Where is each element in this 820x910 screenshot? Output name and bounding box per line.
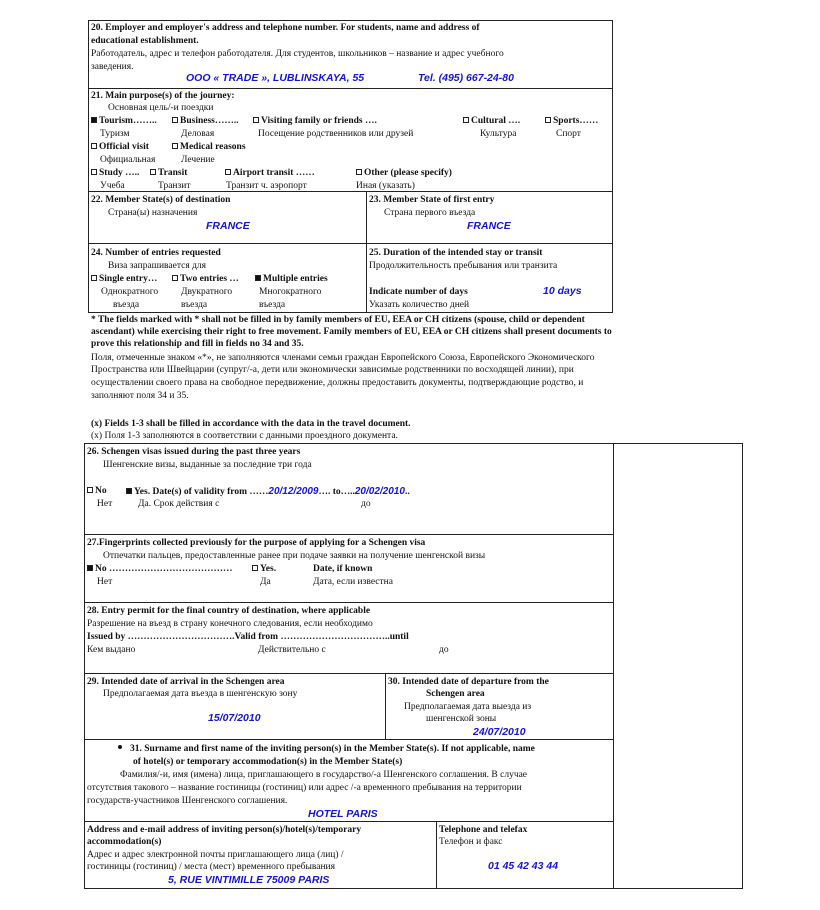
telephone-label-en: Telephone and telefax	[439, 825, 528, 835]
purpose-tourism-checkbox[interactable]	[91, 116, 157, 128]
purpose-airport-checkbox[interactable]	[225, 168, 315, 180]
field-21-label-en: 21. Main purpose(s) of the journey:	[91, 91, 235, 101]
fields-note-en: (x) Fields 1-3 shall be filled in accordance with the data in the travel document.	[91, 419, 411, 429]
empty-box-icon	[545, 117, 551, 123]
field-22-label-ru: Страна(ы) назначения	[108, 208, 198, 218]
fingerprints-yes-label: Yes.	[260, 564, 277, 574]
entries-single-label: Single entry…	[99, 274, 158, 284]
empty-box-icon	[91, 143, 97, 149]
purpose-visiting-checkbox[interactable]	[253, 116, 377, 128]
field-24-label-en: 24. Number of entries requested	[91, 248, 221, 258]
purpose-official-checkbox[interactable]	[91, 142, 149, 154]
schengen-visa-to-label: …. to…..	[318, 487, 355, 497]
purpose-business-checkbox[interactable]	[172, 116, 239, 128]
fingerprints-date-ru: Дата, если известна	[313, 577, 393, 587]
field-30-label-en-2: Schengen area	[426, 689, 485, 699]
family-note-en-3: prove this relationship and fill in fields no 34 and 35.	[91, 339, 304, 349]
schengen-visa-yes-checkbox[interactable]: Yes. Date(s) of validity from ……20/12/2009…. to…..20/02/2010..	[126, 486, 410, 499]
purpose-official-ru: Официальная	[100, 155, 156, 165]
empty-box-icon	[150, 169, 156, 175]
entries-two-label: Two entries …	[180, 274, 239, 284]
field-28-label-en: 28. Entry permit for the final country of destination, where applicable	[87, 606, 371, 616]
telephone-label-ru: Телефон и факс	[439, 837, 503, 847]
telephone-value[interactable]: 01 45 42 43 44	[488, 860, 559, 872]
field-27-label-en: 27.Fingerprints collected previously for the purpose of applying for a Schengen visa	[87, 538, 426, 548]
fingerprints-yes-checkbox[interactable]	[252, 564, 276, 576]
field-24-label-ru: Виза запрашивается для	[108, 261, 207, 271]
entries-multiple-ru-1: Многократного	[259, 287, 322, 297]
purpose-other-label: Other (please specify)	[364, 168, 452, 178]
empty-box-icon	[87, 487, 93, 493]
visa-validity-from-value[interactable]: 20/12/2009	[268, 486, 319, 497]
purpose-study-checkbox[interactable]	[91, 168, 139, 180]
field-20-label-en-2: educational establishment.	[91, 36, 199, 46]
schengen-visa-yes-ru: Да. Срок действия с	[138, 499, 220, 509]
schengen-visa-no-ru: Нет	[97, 499, 113, 509]
field-31-label-ru: Фамилия/-и, имя (имена) лица, приглашающего в государство/-а Шенгенского соглашения. В случае	[120, 770, 528, 780]
purpose-study-ru: Учеба	[100, 181, 125, 191]
purpose-cultural-label: Cultural ….	[471, 116, 521, 126]
purpose-study-label: Study …..	[99, 168, 140, 178]
empty-box-icon	[356, 169, 362, 175]
field-23-label-en: 23. Member State of first entry	[369, 195, 495, 205]
schengen-visa-no-label: No	[95, 486, 107, 496]
purpose-transit-checkbox[interactable]	[150, 168, 187, 180]
family-note-en-2: ascendant) while exercising their right to free movement. Family members of EU, EEA or CH citizens shall present documents to	[91, 327, 612, 337]
fingerprints-yes-ru: Да	[260, 577, 271, 587]
purpose-medical-ru: Лечение	[181, 155, 215, 165]
employer-name-value[interactable]: OOO « TRADE », LUBLINSKAYA, 55	[186, 72, 365, 84]
fingerprints-no-checkbox[interactable]	[87, 564, 233, 576]
field-21-label-ru: Основная цель/-и поездки	[108, 103, 214, 113]
purpose-sports-checkbox[interactable]	[545, 116, 598, 128]
field-27-label-ru: Отпечатки пальцев, предоставленные ранее при подаче заявки на получение шенгенской визы	[103, 551, 486, 561]
entry-permit-until-ru: до	[439, 645, 449, 655]
empty-box-icon	[225, 169, 231, 175]
empty-box-icon	[91, 275, 97, 281]
address-label-ru: Адрес и адрес электронной почты приглашающего лица (лиц) /	[87, 850, 344, 860]
purpose-medical-label: Medical reasons	[180, 142, 246, 152]
field-30-label-ru: Предполагаемая дата выезда из	[404, 702, 532, 712]
entries-two-checkbox[interactable]	[172, 274, 239, 286]
family-note-en-1: * The fields marked with * shall not be filled in by family members of EU, EEA or CH citizens (spouse, child or dependent	[91, 315, 585, 325]
empty-box-icon	[172, 143, 178, 149]
field-29-label-ru: Предполагаемая дата въезда в шенгенскую зону	[103, 689, 298, 699]
field-31-label-en	[118, 744, 535, 756]
purpose-visiting-label: Visiting family or friends ….	[261, 116, 377, 126]
field-25-days-en: Indicate number of days	[369, 287, 468, 297]
empty-box-icon	[252, 565, 258, 571]
field-31-label-en-2: of hotel(s) or temporary accommodation(s) in the Member State(s)	[133, 757, 403, 767]
official-use-column	[613, 443, 743, 889]
purpose-transit-label: Transit	[158, 168, 188, 178]
fingerprints-date-label: Date, if known	[313, 564, 373, 574]
field-20-label-en: 20. Employer and employer's address and telephone number. For students, name and address of	[91, 23, 480, 33]
purpose-cultural-ru: Культура	[480, 129, 517, 139]
entries-two-ru-1: Двукратного	[181, 287, 233, 297]
purpose-other-checkbox[interactable]	[356, 168, 452, 180]
field-23-label-ru: Страна первого въезда	[384, 208, 476, 218]
purpose-sports-label: Sports……	[553, 116, 599, 126]
field-25-label-en: 25. Duration of the intended stay or transit	[369, 248, 543, 258]
checked-box-icon	[91, 117, 97, 123]
schengen-visa-yes-label: Yes. Date(s) of validity from ……	[134, 487, 269, 497]
arrival-date-value[interactable]: 15/07/2010	[208, 712, 261, 724]
checked-box-icon	[126, 488, 132, 494]
purpose-sports-ru: Спорт	[556, 129, 581, 139]
purpose-cultural-checkbox[interactable]	[463, 116, 520, 128]
empty-box-icon	[91, 169, 97, 175]
purpose-transit-ru: Транзит	[158, 181, 191, 191]
purpose-visiting-ru: Посещение родственников или друзей	[258, 129, 414, 139]
entry-permit-issued-line[interactable]: Issued by …………………………….Valid from ……………………………..until	[87, 632, 409, 642]
empty-box-icon	[253, 117, 259, 123]
empty-box-icon	[172, 117, 178, 123]
purpose-other-ru: Иная (указать)	[356, 181, 415, 191]
field-20-label-ru: Работодатель, адрес и телефон работодателя. Для студентов, школьников – название и адрес учебного	[91, 49, 504, 59]
field-29-label-en: 29. Intended date of arrival in the Schengen area	[87, 677, 285, 687]
entry-permit-valid-ru: Действительно с	[258, 645, 326, 655]
address-label-ru-2: гостиницы (гостиниц) / места (мест) временного пребывания	[87, 862, 336, 872]
entries-single-checkbox[interactable]	[91, 274, 157, 286]
schengen-visa-to-ru: до	[361, 499, 371, 509]
field-25-days-ru: Указать количество дней	[369, 300, 470, 310]
fingerprints-no-label: No …………………………………	[95, 564, 233, 574]
purpose-tourism-label: Tourism……..	[99, 116, 157, 126]
address-label-en-2: accommodation(s)	[87, 837, 162, 847]
employer-phone-value[interactable]: Tel. (495) 667-24-80	[418, 72, 514, 84]
entries-single-ru-2: въезда	[113, 300, 140, 310]
checked-box-icon	[87, 565, 93, 571]
destination-state-value[interactable]: FRANCE	[206, 220, 250, 232]
field-31-label-ru-2: отсутствия такового – название гостиницы (гостиниц) или адрес /-а временного пребывания на территории	[87, 783, 522, 793]
field-28-label-ru: Разрешение на въезд в страну конечного следования, если необходимо	[87, 619, 373, 629]
field-30-label-ru-2: шенгенской зоны	[426, 714, 497, 724]
purpose-business-ru: Деловая	[181, 129, 215, 139]
address-label-en: Address and e-mail address of inviting person(s)/hotel(s)/temporary	[87, 825, 362, 835]
family-note-ru-3: осуществлении своего права на свободное передвижение, должны предоставить документы, подтверждающие родство, и	[91, 378, 584, 388]
checked-box-icon	[255, 275, 261, 281]
field-26-label-ru: Шенгенские визы, выданные за последние три года	[103, 460, 312, 470]
purpose-tourism-ru: Туризм	[100, 129, 130, 139]
fingerprints-no-ru: Нет	[97, 577, 113, 587]
field-31-label-en-text: 31. Surname and first name of the inviting person(s) in the Member State(s). If not applicable, name	[130, 744, 535, 754]
duration-days-value[interactable]: 10 days	[543, 285, 582, 297]
field-30-label-en: 30. Intended date of departure from the	[388, 677, 549, 687]
field-20-label-ru-2: заведения.	[91, 62, 134, 72]
entries-single-ru-1: Однократного	[101, 287, 159, 297]
family-note-ru-1: Поля, отмеченные знаком «*», не заполняются членами семьи граждан Европейского Союза, Европейского Экономического	[91, 353, 595, 363]
field-22-label-en: 22. Member State(s) of destination	[91, 195, 231, 205]
field-25-label-ru: Продолжительность пребывания или транзита	[369, 261, 558, 271]
departure-date-value[interactable]: 24/07/2010	[473, 726, 526, 738]
bullet-icon	[118, 745, 122, 749]
visa-validity-to-value[interactable]: 20/02/2010	[354, 486, 405, 497]
empty-box-icon	[172, 275, 178, 281]
family-note-ru-4: заполняют поля 34 и 35.	[91, 391, 189, 401]
entries-multiple-ru-2: въезда	[259, 300, 286, 310]
purpose-medical-checkbox[interactable]	[172, 142, 246, 154]
entries-multiple-label: Multiple entries	[263, 274, 328, 284]
entries-two-ru-2: въезда	[181, 300, 208, 310]
inviting-address-value[interactable]: 5, RUE VINTIMILLE 75009 PARIS	[168, 874, 330, 886]
fields-note-ru: (x) Поля 1-3 заполняются в соответствии с данными проездного документа.	[91, 431, 398, 441]
schengen-visa-no-checkbox[interactable]	[87, 486, 107, 498]
purpose-airport-ru: Транзит ч. аэропорт	[226, 181, 307, 191]
first-entry-state-value[interactable]: FRANCE	[467, 220, 511, 232]
family-note-ru-2: Пространства или Швейцарии (супруг/-а, дети или экономически зависимые родственники по восходящей линии), при	[91, 365, 574, 375]
inviting-person-value[interactable]: HOTEL PARIS	[308, 808, 378, 820]
entries-multiple-checkbox[interactable]	[255, 274, 328, 286]
purpose-airport-label: Airport transit ……	[233, 168, 315, 178]
purpose-official-label: Official visit	[99, 142, 149, 152]
field-26-label-en: 26. Schengen visas issued during the past three years	[87, 447, 301, 457]
entry-permit-issued-ru: Кем выдано	[87, 645, 136, 655]
empty-box-icon	[463, 117, 469, 123]
field-31-label-ru-3: государств-участников Шенгенского соглашения.	[87, 796, 288, 806]
purpose-business-label: Business……..	[180, 116, 239, 126]
